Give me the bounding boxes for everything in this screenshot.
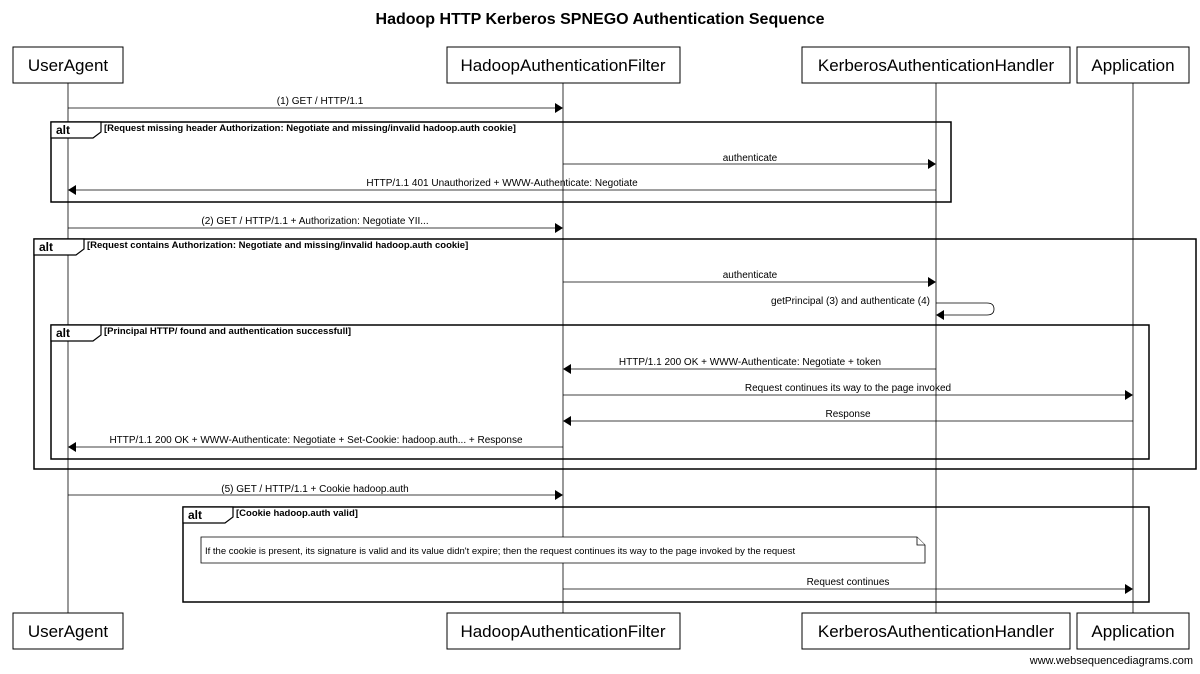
frame-condition: [Cookie hadoop.auth valid] bbox=[236, 508, 358, 519]
participant-kerberos-handler-bottom[interactable] bbox=[802, 613, 1070, 649]
message-200-ok-set-cookie[interactable] bbox=[68, 435, 563, 452]
svg-text:HTTP/1.1 200 OK + WWW-Authenti: HTTP/1.1 200 OK + WWW-Authenticate: Negotiate + Set-Cookie: hadoop.auth... + Response bbox=[109, 435, 523, 446]
message-request-continues-1[interactable] bbox=[563, 383, 1133, 400]
participant-useragent-bottom[interactable] bbox=[13, 613, 123, 649]
message-authenticate-1[interactable] bbox=[563, 153, 936, 169]
message-401-unauthorized[interactable] bbox=[68, 178, 936, 195]
message-get-request-2[interactable] bbox=[68, 216, 563, 233]
svg-text:HTTP/1.1 401 Unauthorized + WW: HTTP/1.1 401 Unauthorized + WWW-Authenticate: Negotiate bbox=[366, 178, 638, 189]
message-get-request-cookie[interactable] bbox=[68, 484, 563, 500]
frame-condition: [Request missing header Authorization: Negotiate and missing/invalid hadoop.auth cookie] bbox=[104, 123, 516, 134]
svg-text:UserAgent: UserAgent bbox=[27, 622, 109, 641]
svg-text:(5) GET / HTTP/1.1 + Cookie ha: (5) GET / HTTP/1.1 + Cookie hadoop.auth bbox=[221, 484, 409, 495]
svg-text:Application: Application bbox=[1091, 56, 1175, 75]
svg-text:UserAgent: UserAgent bbox=[27, 56, 109, 75]
participant-hadoop-auth-filter-bottom[interactable] bbox=[447, 613, 680, 649]
svg-text:Response: Response bbox=[825, 409, 871, 420]
note-cookie-valid bbox=[201, 537, 925, 563]
svg-text:KerberosAuthenticationHandler: KerberosAuthenticationHandler bbox=[817, 622, 1055, 641]
svg-text:getPrincipal (3) and authentic: getPrincipal (3) and authenticate (4) bbox=[771, 296, 930, 307]
participant-kerberos-handler-top[interactable] bbox=[802, 47, 1070, 83]
message-get-request-1[interactable] bbox=[68, 96, 563, 113]
svg-text:Request continues its way to t: Request continues its way to the page invoked bbox=[744, 383, 952, 394]
svg-text:If the cookie is present, its: If the cookie is present, its signature is valid and its value didn't expire; then the request continues its way to the page invoked by the request bbox=[205, 546, 796, 557]
message-request-continues-2[interactable] bbox=[563, 577, 1133, 594]
watermark-link[interactable]: www.websequencediagrams.com bbox=[1029, 655, 1193, 667]
message-authenticate-2[interactable] bbox=[563, 270, 936, 287]
svg-text:KerberosAuthenticationHandler: KerberosAuthenticationHandler bbox=[817, 56, 1055, 75]
svg-text:(2) GET / HTTP/1.1 + Authoriza: (2) GET / HTTP/1.1 + Authorization: Negotiate YII... bbox=[201, 216, 429, 227]
frame-keyword: alt bbox=[188, 508, 203, 522]
frame-keyword: alt bbox=[56, 326, 71, 340]
participant-useragent-top[interactable] bbox=[13, 47, 123, 83]
svg-text:Request continues: Request continues bbox=[806, 577, 890, 588]
frame-keyword: alt bbox=[39, 240, 54, 254]
participant-application-bottom[interactable] bbox=[1077, 613, 1189, 649]
svg-text:authenticate: authenticate bbox=[722, 153, 778, 164]
svg-text:HTTP/1.1 200 OK + WWW-Authenti: HTTP/1.1 200 OK + WWW-Authenticate: Negotiate + token bbox=[618, 357, 882, 368]
svg-text:Application: Application bbox=[1091, 622, 1175, 641]
message-200-ok-token[interactable] bbox=[563, 357, 936, 374]
diagram-title: Hadoop HTTP Kerberos SPNEGO Authentication Sequence bbox=[375, 11, 825, 28]
frame-condition: [Principal HTTP/ found and authentication successfull] bbox=[104, 326, 352, 337]
frame-condition: [Request contains Authorization: Negotiate and missing/invalid hadoop.auth cookie] bbox=[87, 240, 469, 251]
message-get-principal-self[interactable] bbox=[771, 296, 994, 320]
message-response[interactable] bbox=[563, 409, 1133, 426]
participant-application-top[interactable] bbox=[1077, 47, 1189, 83]
participant-hadoop-auth-filter-top[interactable] bbox=[447, 47, 680, 83]
svg-text:HadoopAuthenticationFilter: HadoopAuthenticationFilter bbox=[460, 56, 666, 75]
svg-text:authenticate: authenticate bbox=[722, 270, 778, 281]
svg-text:HadoopAuthenticationFilter: HadoopAuthenticationFilter bbox=[460, 622, 666, 641]
svg-text:(1) GET / HTTP/1.1: (1) GET / HTTP/1.1 bbox=[276, 96, 364, 107]
frame-keyword: alt bbox=[56, 123, 71, 137]
